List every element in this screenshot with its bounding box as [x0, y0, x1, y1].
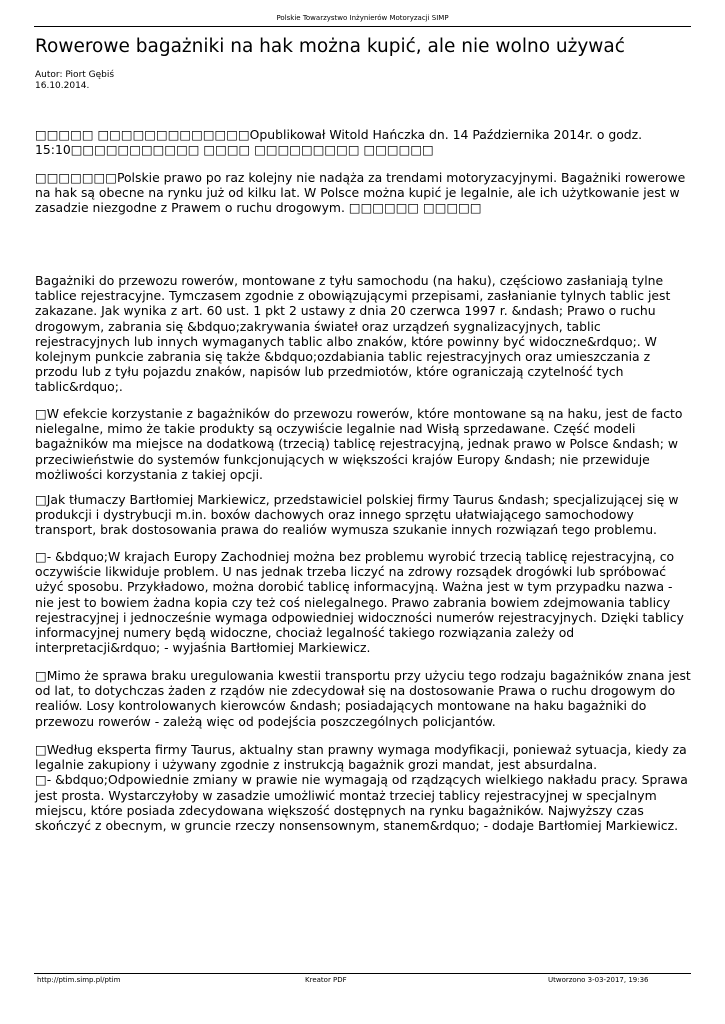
article-paragraph: □□□□□□□Polskie prawo po raz kolejny nie nadąża za trendami motoryzacyjnymi. Bagażniki rowerowe na hak są obecne na rynku już od kilku lat. W Polsce można kupić je legalnie, ale ich użytkowanie jest w zasadzie niezgodne z Prawem o ruchu drogowym. □□□□□□ □□□□□ [35, 170, 686, 216]
article-paragraph: □Według eksperta firmy Taurus, aktualny stan prawny wymaga modyfikacji, ponieważ sytuacja, kiedy za legalnie zakupiony i używany zgodnie z instrukcją bagażnik grozi mandat, jest absurdalna. □- &bdquo;Odpowiednie zmiany w prawie nie wymagają od rządzących wielkiego nakładu pracy. Sprawa jest prosta. Wystarczyłoby w zasadzie umożliwić montaż trzeciej tablicy rejestracyjnej w specjalnym miejscu, które posiada zdecydowana większość dostępnych na rynku bagażników. Najwyższy czas skończyć z obecnym, w gruncie rzeczy nonsensownym, stanem&rdquo; - dodaje Bartłomiej Markiewicz. [35, 742, 688, 834]
article-paragraph: Bagażniki do przewozu rowerów, montowane z tyłu samochodu (na haku), częściowo zasłaniają tylne tablice rejestracyjne. Tymczasem zgodnie z obowiązującymi przepisami, zasłanianie tylnych tablic jest zakazane. Jak wynika z art. 60 ust. 1 pkt 2 ustawy z dnia 20 czerwca 1997 r. &ndash; Prawo o ruchu drogowym, zabrania się &bdquo;zakrywania świateł oraz urządzeń sygnalizacyjnych, tablic rejestracyjnych lub innych wymaganych tablic albo znaków, które powinny być widoczne&rdquo;. W kolejnym punkcie zabrania się także &bdquo;ozdabiania tablic rejestracyjnych oraz umieszczania z przodu lub z tyłu pojazdu znaków, napisów lub przedmiotów, które ograniczają czytelność tych tablic&rdquo;. [35, 273, 671, 395]
footer-url[interactable]: http://ptim.simp.pl/ptim [37, 976, 121, 984]
header-divider [34, 26, 691, 27]
article-paragraph: □- &bdquo;W krajach Europy Zachodniej można bez problemu wyrobić trzecią tablicę rejestracyjną, co oczywiście likwiduje problem. U nas jednak trzeba liczyć na zdrowy rozsądek drogówki lub spróbować użyć sposobu. Przykładowo, można dorobić tablicę informacyjną. Ważna jest w tym przypadku nazwa - nie jest to bowiem żadna kopia czy też coś nielegalnego. Prawo zabrania bowiem zdejmowania tablicy rejestracyjnej i jednocześnie wymaga odpowiedniej widoczności numerów rejestracyjnych. Dzięki tablicy informacyjnej numery będą widoczne, chociaż legalność takiego rozwiązania zależy od interpretacji&rdquo; - wyjaśnia Bartłomiej Markiewicz. [35, 549, 684, 656]
footer-generator: Kreator PDF [305, 976, 347, 984]
organization-header: Polskie Towarzystwo Inżynierów Motoryzacji SIMP [276, 14, 449, 22]
footer-created-date: Utworzono 3-03-2017, 19:36 [548, 976, 649, 984]
article-paragraph: □Mimo że sprawa braku uregulowania kwestii transportu przy użyciu tego rodzaju bagażników znana jest od lat, to dotychczas żaden z rządów nie zdecydował się na dostosowanie Prawa o ruchu drogowym do realiów. Losy kontrolowanych kierowców &ndash; posiadających montowane na haku bagażniki do przewozu rowerów - zależą więc od podejścia poszczególnych policjantów. [35, 668, 691, 729]
article-date: 16.10.2014. [35, 81, 90, 91]
article-paragraph: □□□□□ □□□□□□□□□□□□□Opublikował Witold Hańczka dn. 14 Października 2014r. o godz. 15:10□□□□□□□□□□□ □□□□ □□□□□□□□□ □□□□□□ [35, 127, 643, 158]
article-title: Rowerowe bagażniki na hak można kupić, ale nie wolno używać [35, 36, 625, 57]
article-author: Autor: Piort Gębiś [35, 70, 115, 80]
article-paragraph: □W efekcie korzystanie z bagażników do przewozu rowerów, które montowane są na haku, jest de facto nielegalne, mimo że takie produkty są oczywiście legalnie nad Wisłą sprzedawane. Część modeli bagażników ma miejsce na dodatkową (trzecią) tablicę rejestracyjną, jednak prawo w Polsce &ndash; w przeciwieństwie do systemów funkcjonujących w większości krajów Europy &ndash; nie przewiduje możliwości korzystania z takiej opcji. [35, 406, 683, 482]
article-paragraph: □Jak tłumaczy Bartłomiej Markiewicz, przedstawiciel polskiej firmy Taurus &ndash; specjalizującej się w produkcji i dystrybucji m.in. boxów dachowych oraz innego sprzętu ułatwiającego samochodowy transport, brak dostosowania prawa do realiów wymusza szukanie innych rozwiązań tego problemu. [35, 492, 679, 538]
footer-divider [34, 973, 691, 974]
